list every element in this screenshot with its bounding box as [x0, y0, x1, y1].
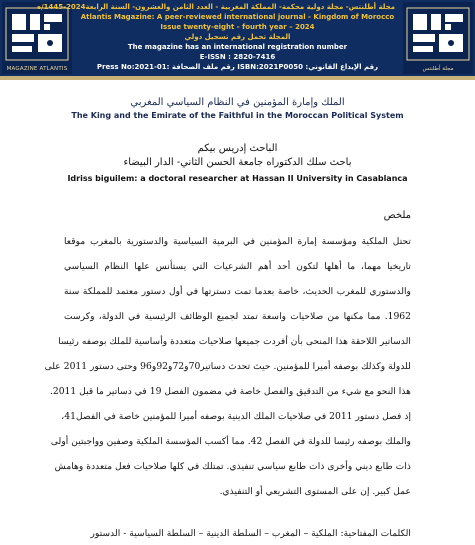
abstract-heading: ملخص	[383, 210, 411, 221]
abstract-line: الدساتير اللاحقة هذا المنحى بأن أفردت جميعها صلاحيات متعددة وأساسية للملك بوصفه رئيسا	[58, 336, 411, 347]
header-line-registration-ar: المجلة تحمل رقم تسجيل دولي	[184, 33, 291, 41]
logo-caption-right: مجلة أطلنتس	[422, 66, 454, 72]
atlantis-logo-icon	[403, 2, 473, 74]
author-english: Idriss biguilem: a doctoral researcher at Hassan II University in Casablanca	[67, 174, 408, 183]
journal-logo-right	[403, 2, 473, 74]
author-name-arabic: الباحث إدريس بيكم	[197, 143, 278, 154]
atlantis-logo-icon	[2, 2, 72, 74]
abstract-line: ذات طابع ديني وأخرى ذات طابع سياسي تنفيذي. تمتلك في كلها صلاحيات فعل متعددة وهامش	[54, 461, 411, 472]
abstract-line: هذا النحو مع شيء من التدقيق والفصل خاصة في مضمون الفصل 19 في دساتير ما قبل 2011.	[49, 386, 411, 397]
abstract-line: 1962. مما مكنها من صلاحيات واسعة تمتد لجميع الوظائف الرئيسية في الدولة، وكرست	[64, 311, 411, 322]
abstract-line: والملك بوصفه رئيسا للدولة في الفصل 42. مما أكسب المؤسسة الملكية وصفين وواجبتين أولى	[50, 436, 411, 447]
header-line-registration-en: The magazine has an international registration number	[127, 43, 348, 51]
journal-logo-left	[2, 2, 72, 74]
abstract-line: تاريخيا مهما، ما أهلها لتكون أحد أهم الشرعيات التي يستأنس علها النظام السياسي	[64, 261, 411, 272]
header-line-issue: Issue twenty-eight - fourth year – 2024	[160, 23, 315, 31]
header-line-isbn-press: رقم الإيداع القانوني: ISBN:2021P0050 رقم ملف الصحافة :Press No:2021-01	[96, 63, 379, 71]
abstract-line: عمل كبير. إن على المستوى التشريعي أو التنفيذي.	[219, 486, 411, 497]
abstract-line: إذ فصل دستور 2011 في صلاحيات الملك الدينية بوصفه أميرا للمؤمنين خاصة في الفصل41،	[61, 411, 411, 422]
keywords-line: الكلمات المفتاحية: الملكية – المغرب – السلطة الدينية – السلطة السياسية - الدستور	[90, 528, 411, 539]
header-line-arabic-journal: مجلة أطلنتس- مجلة دولية محكمة- المملكة المغربية - العدد الثامن والعشرون- السنة الرابعة2024-1445/ه	[36, 3, 395, 11]
journal-header	[0, 0, 475, 80]
abstract-line: والدستوري للمغرب الحديث، خاصة بعدما تمت دسترتها في أول دستور معتمد للمملكة سنة	[64, 286, 411, 297]
abstract-line: تحتل الملكية ومؤسسة إمارة المؤمنين في البرمية السياسية والدستورية بالمغرب موقعا	[64, 236, 411, 247]
abstract-line: للدولة وكذلك بوصفه أميرا للمؤمنين. حيث تحدث دساتير70و72و92و96 وحتى دستور 2011 على	[44, 361, 411, 372]
article-title-english: The King and the Emirate of the Faithful in the Moroccan Political System	[71, 111, 404, 120]
article-title-arabic: الملك وإمارة المؤمنين في النظام السياسي المغربي	[130, 97, 345, 108]
header-line-eissn: E-ISSN : 2820-7416	[199, 53, 276, 61]
author-affiliation-arabic: باحث سلك الدكتوراه جامعة الحسن الثاني- الدار البيضاء	[123, 157, 352, 168]
header-line-english-journal: Atlantis Magazine: A peer-reviewed international journal - Kingdom of Morocco	[80, 13, 395, 21]
logo-caption-left: MAGAZINE ATLANTIS	[6, 66, 68, 72]
